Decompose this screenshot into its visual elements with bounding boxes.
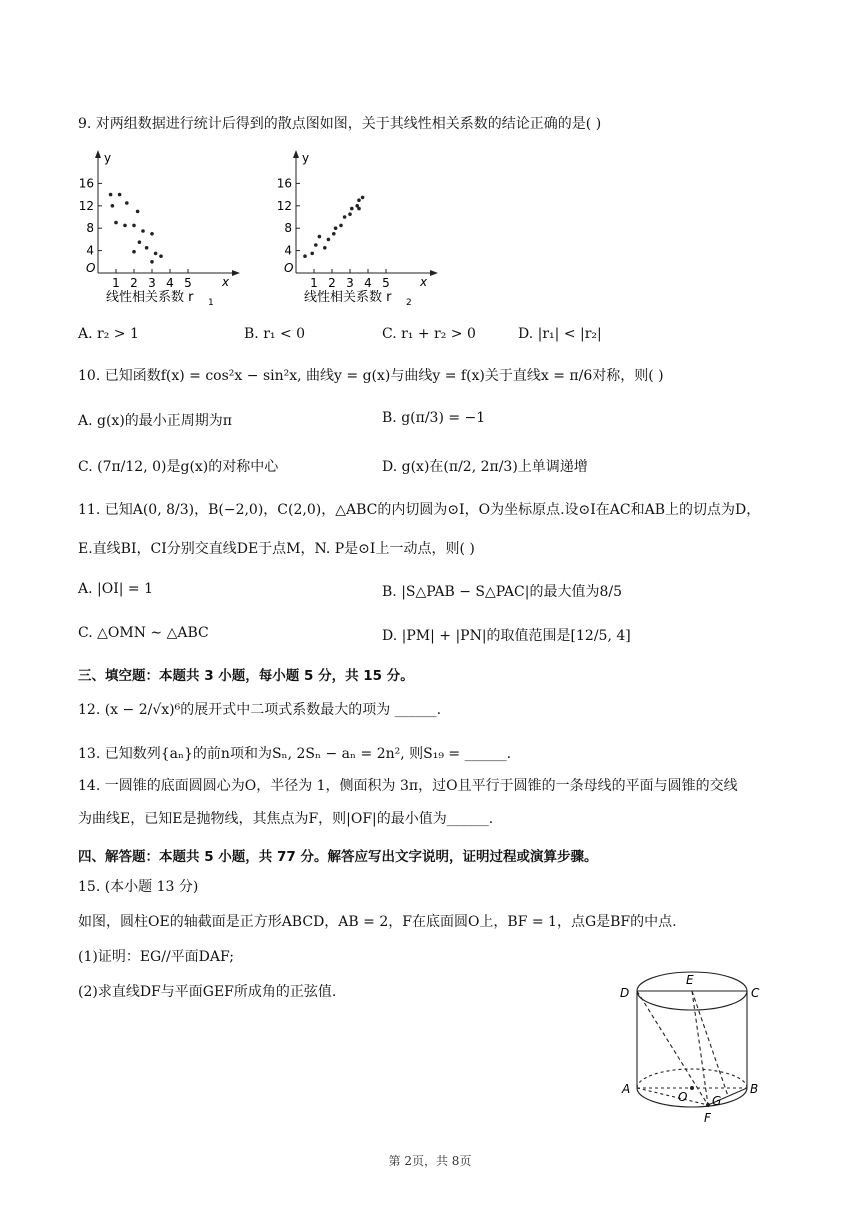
bottom-front-arc (637, 1088, 747, 1107)
plot2-y-tick-label: 16 (276, 176, 292, 191)
plot2-point (334, 226, 338, 230)
plot2-point (314, 243, 318, 247)
plot1-point (109, 193, 113, 197)
plot2-point (348, 212, 352, 216)
plot2-x-tick-label: 3 (346, 276, 354, 290)
plot2-point (310, 252, 314, 256)
plot1-caption: 线性相关系数 r (106, 290, 194, 305)
q13-stem: 13. 已知数列{aₙ}的前n项和为Sₙ, 2Sₙ − aₙ = 2n², 则S₁₉ = ______. (78, 746, 512, 762)
plot1-point (118, 193, 122, 197)
label-a: A (622, 1082, 631, 1096)
plot1-point (111, 204, 115, 208)
plot2-point (318, 235, 322, 239)
q12-stem: 12. (x − 2/√x)⁶的展开式中二项式系数最大的项为 ______. (78, 702, 442, 718)
q11-option-c: C. △OMN ∼ △ABC (78, 625, 209, 641)
q10-option-a: A. g(x)的最小正周期为π (78, 413, 232, 429)
q10-option-b: B. g(π/3) = −1 (382, 410, 486, 426)
plot1-point (138, 240, 142, 244)
plot1-point (132, 250, 136, 254)
plot1-point (136, 210, 140, 214)
q10-option-c: C. (7π/12, 0)是g(x)的对称中心 (78, 459, 279, 475)
scatter-plot-1 (78, 148, 258, 308)
plot1-point (154, 252, 158, 256)
plot2-point (327, 238, 331, 242)
plot2-x-tick-label: 4 (364, 276, 372, 290)
plot2-point (332, 232, 336, 236)
q9-option-d: D. |r₁| < |r₂| (518, 326, 602, 342)
q15-title: 15. (本小题 13 分) (78, 879, 199, 895)
plot1-point (159, 254, 163, 258)
plot1-x-tick-label: 1 (112, 276, 120, 290)
plot2-x-tick-label: 2 (328, 276, 336, 290)
label-e: E (686, 973, 694, 987)
plot2-point (361, 196, 365, 200)
q14-stem-line2: 为曲线E，已知E是抛物线，其焦点为F，则|OF|的最小值为______. (78, 811, 494, 827)
q9-option-c: C. r₁ + r₂ > 0 (382, 326, 476, 342)
page-footer: 第 2页，共 8页 (388, 1154, 472, 1168)
plot2-y-tick-label: 8 (284, 221, 292, 236)
label-c: C (751, 986, 760, 1000)
plot2-point (357, 207, 361, 211)
q11-stem-line1: 11. 已知A(0, 8/3)，B(−2,0)，C(2,0)，△ABC的内切圆为⊙I，O为坐标原点.设⊙I在AC和AB上的切点为D， (78, 502, 761, 518)
plot2-x-arrow (430, 270, 438, 276)
plot1-point (141, 229, 145, 233)
label-g: G (712, 1094, 722, 1108)
plot2-x-label: x (420, 275, 428, 289)
plot1-y-tick-label: 12 (78, 198, 94, 213)
q11-stem-line2: E.直线BI，CI分别交直线DE于点M，N. P是⊙I上一动点，则( ) (78, 541, 475, 557)
plot1-y-tick-label: 8 (86, 221, 94, 236)
plot1-point (132, 224, 136, 228)
plot1-caption-sub: 1 (208, 298, 214, 308)
plot1-point (145, 246, 149, 250)
label-b: B (750, 1082, 759, 1096)
scatter-plot-2 (276, 148, 456, 308)
q10-option-d: D. g(x)在(π/2, 2π/3)上单调递增 (382, 459, 588, 475)
plot1-x-tick-label: 3 (148, 276, 156, 290)
section-3-heading: 三、填空题：本题共 3 小题，每小题 5 分，共 15 分。 (78, 668, 414, 684)
plot1-point (150, 260, 154, 264)
plot2-point (339, 224, 343, 228)
cylinder-figure (618, 962, 768, 1134)
plot1-point (150, 232, 154, 236)
plot2-caption: 线性相关系数 r (304, 290, 392, 305)
plot1-point (125, 201, 129, 205)
plot2-point (303, 254, 307, 258)
q9-option-a: A. r₂ > 1 (78, 326, 139, 342)
label-f: F (704, 1111, 711, 1125)
plot1-x-tick-label: 2 (130, 276, 138, 290)
section-4-heading: 四、解答题：本题共 5 小题，共 77 分。解答应写出文字说明，证明过程或演算步骤。 (78, 849, 598, 865)
plot2-point (357, 198, 361, 202)
q11-option-a: A. |OI| = 1 (78, 581, 153, 597)
plot2-y-arrow (293, 150, 299, 158)
q9-stem: 9. 对两组数据进行统计后得到的散点图如图，关于其线性相关系数的结论正确的是( ) (78, 116, 602, 132)
q11-option-d: D. |PM| + |PN|的取值范围是[12/5, 4] (382, 628, 631, 644)
plot2-point (343, 215, 347, 219)
q10-stem: 10. 已知函数f(x) = cos²x − sin²x, 曲线y = g(x)与曲线y = f(x)关于直线x = π/6对称，则( ) (78, 368, 664, 384)
plot1-x-label: x (222, 275, 230, 289)
segment-af (637, 1088, 708, 1105)
plot1-origin: O (86, 261, 96, 275)
bottom-back-arc (637, 1069, 747, 1088)
plot2-origin: O (284, 261, 294, 275)
plot1-x-tick-label: 5 (184, 276, 192, 290)
plot2-x-tick-label: 1 (310, 276, 318, 290)
plot1-x-tick-label: 4 (166, 276, 174, 290)
plot2-point (350, 207, 354, 211)
plot1-y-tick-label: 4 (86, 243, 94, 258)
label-o: O (678, 1090, 688, 1104)
point-f (706, 1103, 710, 1107)
plot2-x-tick-label: 5 (382, 276, 390, 290)
plot2-y-label: y (302, 151, 310, 165)
plot1-y-label: y (104, 151, 112, 165)
plot2-point (323, 246, 327, 250)
plot2-y-tick-label: 12 (276, 198, 292, 213)
plot1-point (114, 221, 118, 225)
plot1-x-arrow (232, 270, 240, 276)
q11-option-b: B. |S△PAB − S△PAC|的最大值为8/5 (382, 584, 622, 600)
plot1-point (123, 224, 127, 228)
plot1-y-arrow (95, 150, 101, 158)
q15-part1: (1)证明：EG//平面DAF; (78, 949, 234, 965)
point-o (690, 1086, 694, 1090)
label-d: D (620, 986, 630, 1000)
q14-stem-line1: 14. 一圆锥的底面圆圆心为O，半径为 1，侧面积为 3π，过O且平行于圆锥的一条母线的平面与圆锥的交线 (78, 778, 738, 794)
plot2-y-tick-label: 4 (284, 243, 292, 258)
q15-part2: (2)求直线DF与平面GEF所成角的正弦值. (78, 984, 337, 1000)
plot1-y-tick-label: 16 (78, 176, 94, 191)
q9-option-b: B. r₁ < 0 (244, 326, 306, 342)
plot2-caption-sub: 2 (406, 298, 412, 308)
q15-stem: 如图，圆柱OE的轴截面是正方形ABCD，AB = 2，F在底面圆O上，BF = 1，点G是BF的中点. (78, 914, 677, 930)
